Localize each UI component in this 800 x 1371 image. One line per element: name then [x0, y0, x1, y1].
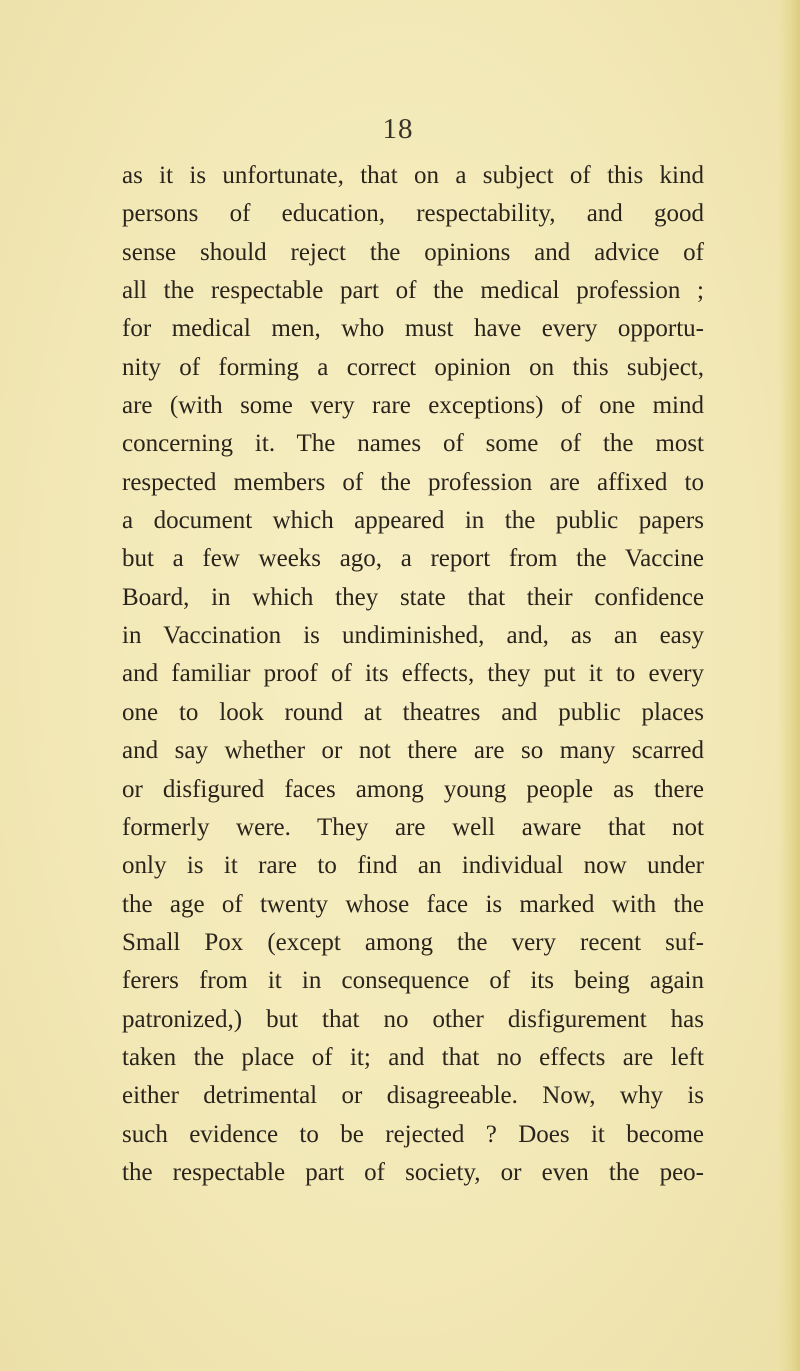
- text-line: a document which appeared in the public papers: [122, 507, 704, 535]
- text-line: for medical men, who must have every opportu-: [122, 315, 704, 343]
- text-line: but a few weeks ago, a report from the Vaccine: [122, 545, 704, 573]
- text-line: as it is unfortunate, that on a subject of this kind: [122, 162, 704, 189]
- text-line: in Vaccination is undiminished, and, as an easy: [122, 622, 704, 650]
- text-line: ferers from it in consequence of its being again: [122, 967, 704, 995]
- text-line: concerning it. The names of some of the most: [122, 430, 704, 458]
- text-line: are (with some very rare exceptions) of one mind: [122, 392, 704, 420]
- text-line: Board, in which they state that their confidence: [122, 583, 704, 611]
- text-line: sense should reject the opinions and advice of: [122, 238, 704, 266]
- text-line: one to look round at theatres and public places: [122, 698, 704, 726]
- text-line: or disfigured faces among young people as there: [122, 775, 704, 803]
- text-line: respected members of the profession are affixed to: [122, 468, 704, 496]
- page-edge-shadow: [778, 0, 800, 1371]
- text-line: persons of education, respectability, and good: [122, 200, 704, 228]
- text-line: and familiar proof of its effects, they put it to every: [122, 660, 704, 688]
- text-line: such evidence to be rejected ? Does it become: [122, 1120, 704, 1148]
- text-line: taken the place of it; and that no effects are left: [122, 1043, 704, 1071]
- text-line: Small Pox (except among the very recent suf-: [122, 928, 704, 956]
- text-line: nity of forming a correct opinion on this subject,: [122, 353, 704, 381]
- text-line: either detrimental or disagreeable. Now, why is: [122, 1082, 704, 1110]
- text-line: the respectable part of society, or even the peo-: [122, 1158, 704, 1186]
- text-line: and say whether or not there are so many scarred: [122, 737, 704, 765]
- body-text: [122, 157, 704, 1192]
- text-line: only is it rare to find an individual now under: [122, 852, 704, 880]
- text-line: the age of twenty whose face is marked with the: [122, 890, 704, 918]
- page-number: 18: [382, 113, 414, 145]
- text-line: formerly were. They are well aware that not: [122, 813, 704, 841]
- text-line: patronized,) but that no other disfigurement has: [122, 1005, 704, 1033]
- text-line: all the respectable part of the medical profession ;: [122, 277, 704, 305]
